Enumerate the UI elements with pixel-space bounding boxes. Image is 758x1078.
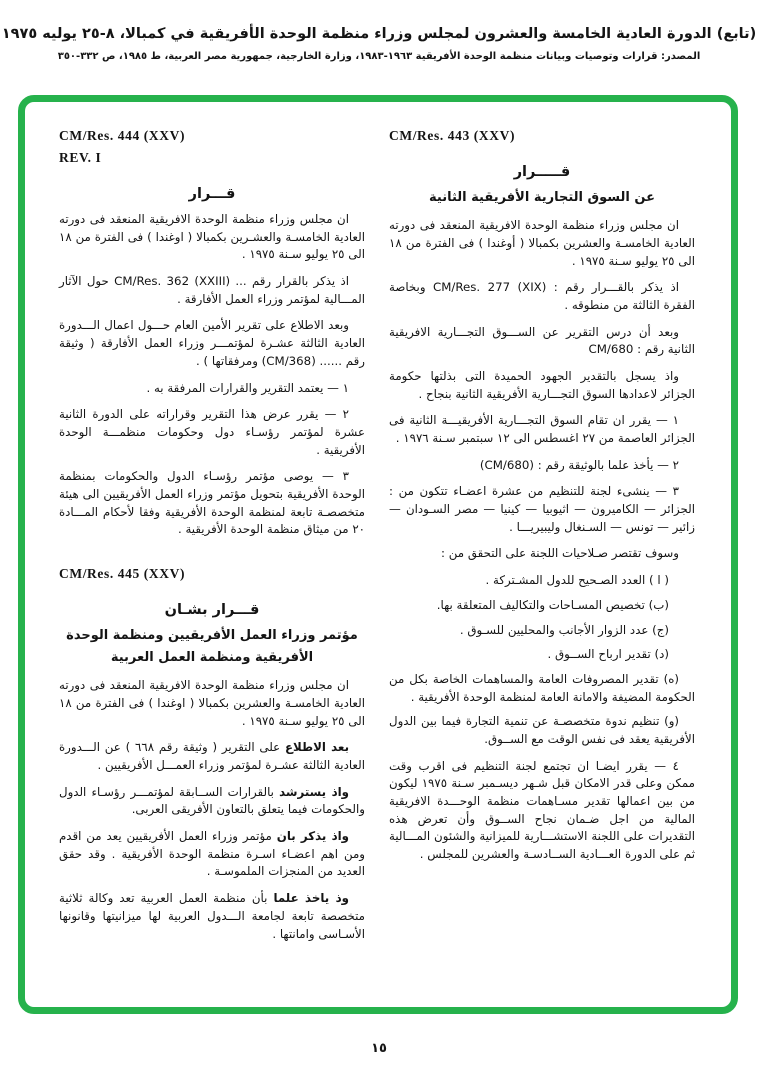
res444-code: CM/Res. 444 (XXV) <box>59 128 186 143</box>
res443-clause-1: ١ — يقرر ان تقام السوق التجـــارية الأفريقيـــة الثانية فى الجزائر العاصمة من ٢٧ اغسطس الى ١٢ سبتمبر سـنة ١٩٧٦ . <box>389 413 695 446</box>
res445-recall-rest: مؤتمر وزراء العمل الأفريقيين يعد من اقدم ومن اهم اعضـاء اسـرة منظمة الوحدة الأفريقية . وقد حقق العديد من المنجزات الملموسـة . <box>59 829 365 879</box>
res443-code: CM/Res. 443 (XXV) <box>389 128 516 143</box>
header-session-title: (تابع) الدورة العادية الخامسة والعشرون لمجلس وزراء منظمة الوحدة الأفريقية في كمبالا، ٨-٢٥ يوليه ١٩٧٥ <box>1 26 757 42</box>
res445-guided-lead: واذ يسترشد <box>279 784 350 799</box>
green-border-frame <box>18 95 738 1014</box>
res444-report-paragraph: وبعد الاطلاع على تقرير الأمين العام حـــول اعمال الـــدورة العادية الثالثة عشـرة لمؤتمـــر وزراء العمل الأفارقة ( وثيقة رقم ...... (CM/368) ومرفقاتها ) . <box>59 318 365 368</box>
res443-report-paragraph: وبعد أن درس التقرير عن الســـوق التجـــارية الافريقية الثانية رقم : CM/680 <box>389 324 695 357</box>
res444-clause-1: ١ — يعتمد التقرير والقرارات المرفقة به . <box>146 380 349 395</box>
res443-session-paragraph: ان مجلس وزراء منظمة الوحدة الافريقية المنعقد فى دورته العادية الخامسـة والعشرين بكمبالا ( أوغندا ) فى الفترة من ١٨ الى ٢٥ يوليو سـنة ١٩٧٥ . <box>389 218 695 268</box>
res443-list-item-f: (و) تنظيم ندوة متخصصـة عن تنمية التجارة فيما بين الدول الأفريقية يعقد فى نفس الوقت مع الســوق. <box>389 714 695 746</box>
res443-list-item-e: (ه) تقدير المصروفات العامة والمساهمات الخاصة بكل من الحكومة المضيفة والامانة العامة لمنظمة الوحدة الأفريقية . <box>389 671 695 704</box>
res443-clause-2: ٢ — يأخذ علما بالوثيقة رقم : (CM/680) <box>479 457 679 472</box>
res445-note-rest: بأن منظمة العمل العربية تعد وكالة ثلاثية متخصصة تابعة لجامعة الـــدول العربية لها ميزانيتها وقانونها الأسـاسى وامانتها . <box>59 891 365 941</box>
res445-code: CM/Res. 445 (XXV) <box>59 566 186 581</box>
res445-guided-rest: بالقرارات الســابقة لمؤتمـــر رؤسـاء الدول والحكومات فيما يتعلق بالتعاون الأفريقى العربى. <box>59 784 365 817</box>
res444-clause-3: ٣ — يوصى مؤتمر رؤسـاء الدول والحكومات بمنظمة الوحدة الأفريقية بتحويل مؤتمر وزراء العمل الأفريقيين الى هيئة متخصصـة تابعة لمنظمة الوحدة الأفريقية وفقا لأحكام المـــادة ٢٠ من ميثاق منظمة الوحدة الأفريقية . <box>59 469 365 537</box>
res444-revision-code: REV. I <box>59 150 102 165</box>
column-resolutions-444-445 <box>59 126 365 997</box>
res445-note-lead: وذ ياخذ علما <box>273 891 349 906</box>
res444-session-paragraph: ان مجلس وزراء منظمة الوحدة الافريقية المنعقد فى دورته العادية الخامسـة والعشـرين بكمبالا ( اوغندا ) فى الفترة من ١٨ الى ٢٥ يوليو سـنة ١٩٧٥ . <box>59 212 365 262</box>
page-number: ١٥ <box>371 1041 387 1056</box>
res443-commend-paragraph: واذ يسجل بالتقدير الجهود الحميدة التى بذلتها حكومة الجزائر لاعدادها السوق التجـــارية الأفريقية الثانية بنجاح . <box>389 368 695 401</box>
res445-recall-paragraph <box>59 828 365 881</box>
res443-title: قـــــرار <box>513 164 571 180</box>
res443-list-item-c: (ج) عدد الزوار الأجانب والمحليين للسـوق . <box>459 622 669 637</box>
header-source-line: المصدر: قرارات وتوصيات وبيانات منظمة الوحدة الأفريقية ١٩٦٣-١٩٨٣، وزارة الخارجية، جمهورية مصر العربية، ط ١٩٨٥، ص ٣٣٢-٣٥٠ <box>57 51 701 62</box>
res445-report-rest: على التقرير ( وثيقة رقم ٦٦٨ ) عن الـــدورة العادية الثالثة عشـرة لمؤتمر وزراء العمـــل الأفريقيين . <box>59 740 365 773</box>
res443-list-item-b: (ب) تخصيص المسـاحات والتكاليف المتعلقة بها. <box>436 597 669 612</box>
res445-guided-paragraph <box>59 784 365 819</box>
res444-title: قـــرار <box>188 186 236 202</box>
res443-clause-4: ٤ — يقرر ايضـا ان تجتمع لجنة التنظيم فى اقرب وقت ممكن وعلى قدر الامكان قبل شـهر ديسـمبر سـنة ١٩٧٥ ليكون من بين اعمالها تقدير مسـاهمات منظمة الوحـــدة الافريقية المالية من اجل ضـمان نجاح الســوق وأن تعرض هذه التقديرات على اللجنة الاستشـــارية للميزانية والشئون المـــالية ثم على الدورة العـــادية الســادسـة والعشرين للمجلس . <box>389 758 695 862</box>
res445-report-paragraph <box>59 739 365 774</box>
res443-list-item-a: ( ا ) العدد الصـحيح للدول المشـتركة . <box>485 573 669 588</box>
res445-session-paragraph: ان مجلس وزراء منظمة الوحدة الافريقية المنعقد فى دورته العادية الخامسـة والعشرين بكمبالا ( اوغندا ) فى الفترة من ١٨ الى ٢٥ يوليو سـنة ١٩٧٥ . <box>59 678 365 728</box>
res443-subtitle: عن السوق التجارية الأفريقية الثانية <box>429 190 655 205</box>
res445-subtitle-line1: مؤتمر وزراء العمل الأفريقيين ومنظمة الوحدة <box>66 628 358 643</box>
two-column-layout <box>25 102 731 1007</box>
res445-subtitle-line2: الأفريقية ومنظمة العمل العربية <box>110 650 314 666</box>
res443-list-item-d: (د) تقدير ارباح الســوق . <box>547 647 669 662</box>
res443-recall-paragraph: اذ يذكر بالقـــرار رقم : CM/Res. 277 (XIX) وبخاصة الفقرة الثالثة من منطوقه . <box>389 280 695 312</box>
page-header <box>0 0 758 62</box>
res444-clause-2: ٢ — يقرر عرض هذا التقرير وقراراته على الدورة الثانية عشرة لمؤتمر رؤسـاء دول وحكومات منظمـــة الوحدة الأفريقية . <box>59 407 365 457</box>
res445-report-lead: بعد الاطلاع <box>284 740 350 755</box>
res444-recall-paragraph: اذ يذكر بالقرار رقم ... CM/Res. 362 (XXIII) حول الآثار المـــالية لمؤتمر وزراء العمل الأفارقة . <box>59 274 365 306</box>
res445-note-paragraph <box>59 890 365 943</box>
res445-title: قـــرار بشـان <box>164 602 260 618</box>
res443-scope-paragraph: وسوف تقتصر صـلاحيات اللجنة على التحقق من : <box>441 546 679 561</box>
res443-clause-3: ٣ — ينشىء لجنة للتنظيم من عشرة اعضـاء تتكون من : الجزائر — الكاميرون — اثيوبيا — كينيا — مصر السـودان — زائير — تونس — السـنغال وليبيريـــا . <box>389 484 695 534</box>
column-resolution-443 <box>389 126 695 997</box>
section-divider-gap <box>59 548 365 564</box>
res445-recall-lead: واذ يذكر بان <box>276 829 350 844</box>
